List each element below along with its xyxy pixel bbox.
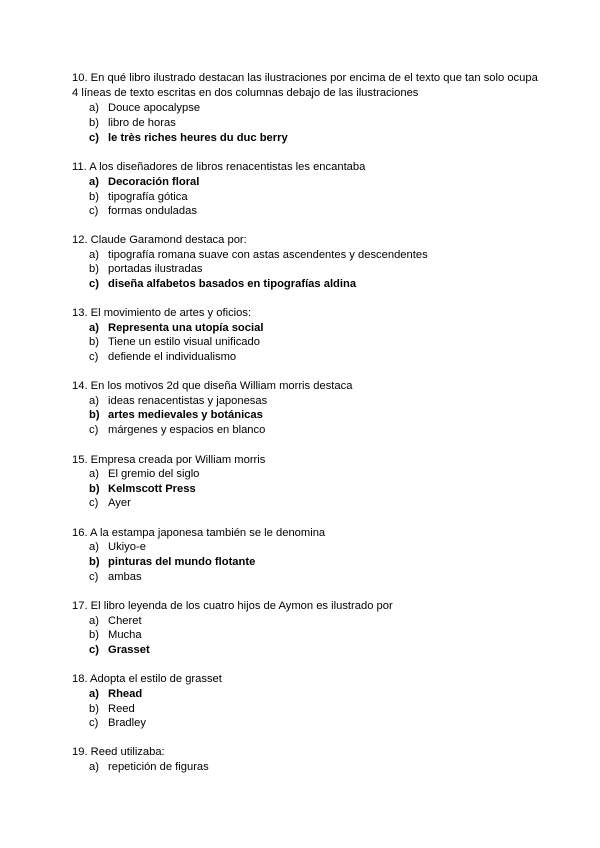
answer-option-correct [89,131,288,146]
answer-option [89,116,176,131]
option-text: márgenes y espacios en blanco [108,424,266,436]
answer-option [89,496,131,511]
question-stem: 14. En los motivos 2d que diseña William morris destaca [72,380,353,392]
answer-option [89,335,260,350]
answer-option [89,423,265,438]
answer-option [89,350,236,365]
option-text: libro de horas [108,117,176,129]
question-stem: 15. Empresa creada por William morris [72,454,266,466]
answer-option [89,716,146,731]
answer-option [89,540,146,555]
option-text: tipografía romana suave con astas ascendentes y descendentes [108,249,428,261]
option-letter: a) [89,761,99,773]
question-stem: 16. A la estampa japonesa también se le denomina [72,527,326,539]
answer-option-correct [89,482,196,497]
option-text: repetición de figuras [108,761,209,773]
option-letter: a) [89,468,99,480]
answer-option [89,467,199,482]
option-text: Kelmscott Press [108,483,196,495]
option-letter: a) [89,395,99,407]
option-letter: c) [89,205,99,217]
option-letter: a) [89,541,99,553]
answer-option-correct [89,408,263,423]
option-text: ideas renacentistas y japonesas [108,395,268,407]
option-text: diseña alfabetos basados en tipografías aldina [108,278,357,290]
option-text: portadas ilustradas [108,263,203,275]
option-letter: a) [89,176,99,188]
answer-option [89,101,200,116]
answer-option [89,702,135,717]
option-letter: c) [89,424,99,436]
option-letter: a) [89,322,99,334]
answer-option-correct [89,321,263,336]
option-letter: c) [89,571,99,583]
answer-option [89,394,267,409]
option-text: Ukiyo-e [108,541,146,553]
option-text: pinturas del mundo flotante [108,556,256,568]
answer-option [89,248,428,263]
option-letter: a) [89,615,99,627]
option-letter: b) [89,556,100,568]
answer-option-correct [89,555,255,570]
option-letter: a) [89,249,99,261]
question-stem: 11. A los diseñadores de libros renacentistas les encantaba [72,161,366,173]
option-letter: c) [89,717,99,729]
option-text: Tiene un estilo visual unificado [108,336,260,348]
question-stem: 12. Claude Garamond destaca por: [72,234,247,246]
option-text: Ayer [108,497,131,509]
question-stem: 17. El libro leyenda de los cuatro hijos de Aymon es ilustrado por [72,600,393,612]
option-text: El gremio del siglo [108,468,200,480]
option-letter: b) [89,409,100,421]
answer-option [89,628,142,643]
option-letter: c) [89,644,99,656]
answer-option [89,204,197,219]
answer-option-correct [89,687,142,702]
answer-option-correct [89,277,356,292]
option-letter: c) [89,497,99,509]
option-text: artes medievales y botánicas [108,409,263,421]
option-text: le très riches heures du duc berry [108,132,288,144]
question-stem: 13. El movimiento de artes y oficios: [72,307,252,319]
answer-option [89,760,209,775]
option-text: defiende el individualismo [108,351,237,363]
question-stem: 18. Adopta el estilo de grasset [72,673,222,685]
option-text: Douce apocalypse [108,102,201,114]
option-letter: b) [89,191,99,203]
option-letter: b) [89,703,99,715]
option-text: Mucha [108,629,142,641]
answer-option-correct [89,643,150,658]
option-text: tipografía gótica [108,191,188,203]
option-letter: c) [89,132,99,144]
answer-option [89,614,142,629]
option-letter: b) [89,336,99,348]
answer-option [89,190,188,205]
option-text: ambas [108,571,142,583]
option-text: formas onduladas [108,205,197,217]
option-letter: b) [89,117,99,129]
option-letter: b) [89,629,99,641]
option-letter: c) [89,278,99,290]
answer-option-correct [89,175,199,190]
option-letter: a) [89,688,99,700]
option-letter: b) [89,483,100,495]
option-text: Decoración floral [108,176,200,188]
answer-option [89,262,203,277]
option-letter: b) [89,263,99,275]
option-text: Cheret [108,615,142,627]
option-text: Rhead [108,688,143,700]
option-text: Grasset [108,644,150,656]
answer-option [89,570,142,585]
question-stem: 10. En qué libro ilustrado destacan las ilustraciones por encima de el texto que tan solo ocupa 4 líneas de texto escritas en dos columnas debajo de las ilustraciones [72,72,538,99]
option-text: Bradley [108,717,146,729]
option-letter: a) [89,102,99,114]
option-text: Reed [108,703,135,715]
option-text: Representa una utopía social [108,322,264,334]
option-letter: c) [89,351,99,363]
question-stem: 19. Reed utilizaba: [72,746,165,758]
